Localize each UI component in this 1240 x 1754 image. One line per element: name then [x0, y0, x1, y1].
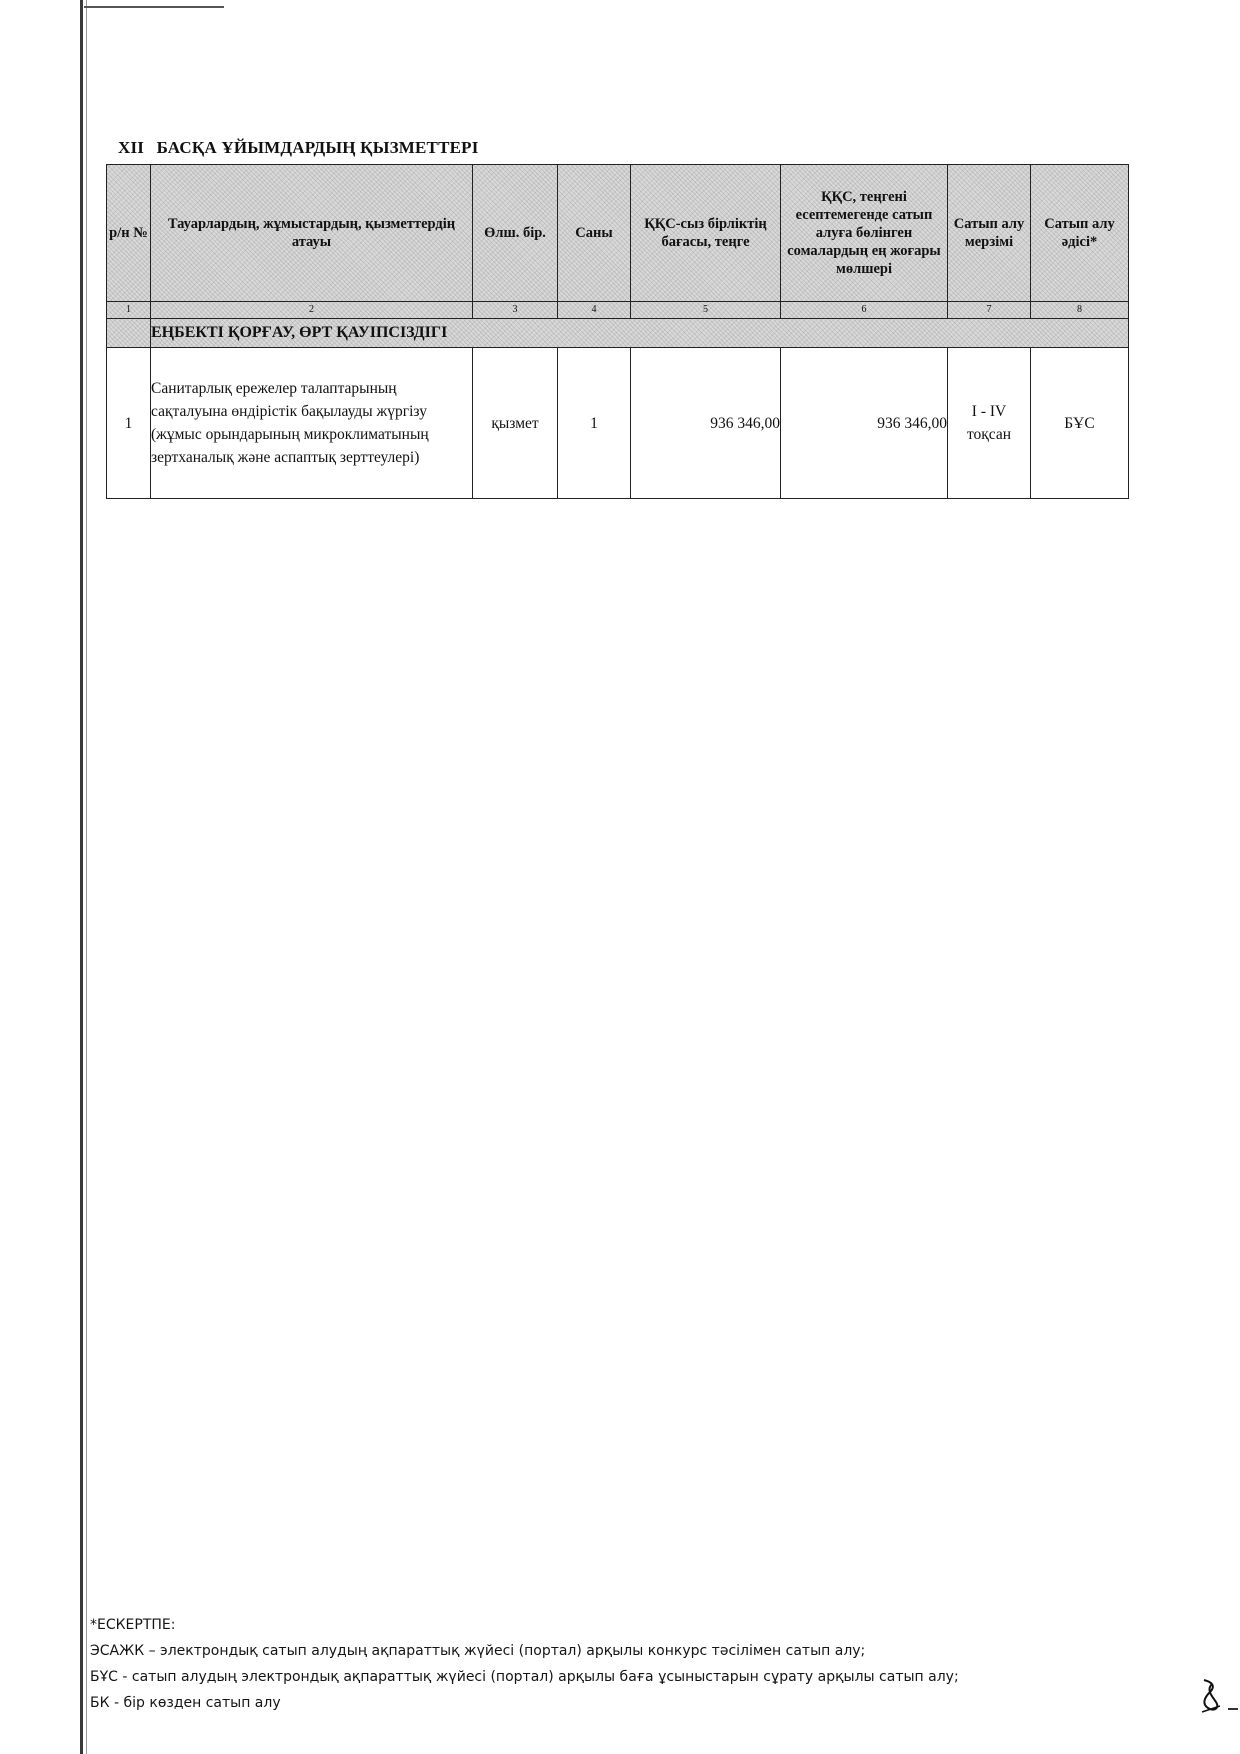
group-spacer-cell [107, 319, 151, 348]
column-number: 5 [631, 302, 781, 319]
cell-period [948, 348, 1031, 499]
header-unit: Өлш. бір. [473, 165, 558, 302]
initials-signature [1198, 1676, 1224, 1716]
header-period: Сатып алу мерзімі [948, 165, 1031, 302]
column-number: 6 [781, 302, 948, 319]
column-number: 8 [1031, 302, 1129, 319]
header-row-number: р/н № [107, 165, 151, 302]
cell-quantity: 1 [558, 348, 631, 499]
footnote-title: *ЕСКЕРТПЕ: [90, 1617, 176, 1633]
period-quarters: I - IV [971, 403, 1007, 420]
section-heading [118, 138, 479, 158]
cell-item-name: Санитарлық ережелер талаптарының сақталуына өндірістік бақылауды жүргізу (жұмыс орындарының микроклиматының зертханалық және аспаптық зерттеулері) [151, 348, 473, 499]
section-title: БАСҚА ҰЙЫМДАРДЫҢ ҚЫЗМЕТТЕРІ [156, 138, 479, 157]
column-number-row [107, 302, 1129, 319]
header-item-name: Тауарлардың, жұмыстардың, қызметтердің атауы [151, 165, 473, 302]
cell-row-number: 1 [107, 348, 151, 499]
period-unit: тоқсан [966, 426, 1012, 443]
procurement-table [106, 164, 1129, 499]
scan-edge-mark [1228, 1708, 1238, 1710]
column-number: 7 [948, 302, 1031, 319]
scan-top-mark [84, 6, 224, 8]
header-max-amount: ҚҚС, теңгені есептемегенде сатып алуға бөлінген сомалардың ең жоғары мөлшері [781, 165, 948, 302]
footnote-line: БК - бір көзден сатып алу [90, 1695, 281, 1711]
cell-method: БҰС [1031, 348, 1129, 499]
column-number: 1 [107, 302, 151, 319]
footnotes [90, 1612, 959, 1716]
header-method: Сатып алу әдісі* [1031, 165, 1129, 302]
table-header-row [107, 165, 1129, 302]
group-title: ЕҢБЕКТІ ҚОРҒАУ, ӨРТ ҚАУІПСІЗДІГІ [151, 319, 1129, 348]
header-unit-price: ҚҚС-сыз бірліктің бағасы, теңге [631, 165, 781, 302]
cell-max-amount: 936 346,00 [781, 348, 948, 499]
footnote-line: БҰС - сатып алудың электрондық ақпараттық жүйесі (портал) арқылы баға ұсыныстарын сұрату арқылы сатып алу; [90, 1669, 959, 1685]
header-quantity: Саны [558, 165, 631, 302]
section-number: XII [118, 138, 145, 157]
table-row [107, 348, 1129, 499]
scan-left-edge [80, 0, 83, 1754]
footnote-line: ЭСАЖК – электрондық сатып алудың ақпараттық жүйесі (портал) арқылы конкурс тәсілімен сатып алу; [90, 1643, 866, 1659]
cell-unit-price: 936 346,00 [631, 348, 781, 499]
column-number: 4 [558, 302, 631, 319]
column-number: 2 [151, 302, 473, 319]
cell-unit: қызмет [473, 348, 558, 499]
scan-left-edge-shadow [86, 0, 87, 1754]
column-number: 3 [473, 302, 558, 319]
group-row [107, 319, 1129, 348]
